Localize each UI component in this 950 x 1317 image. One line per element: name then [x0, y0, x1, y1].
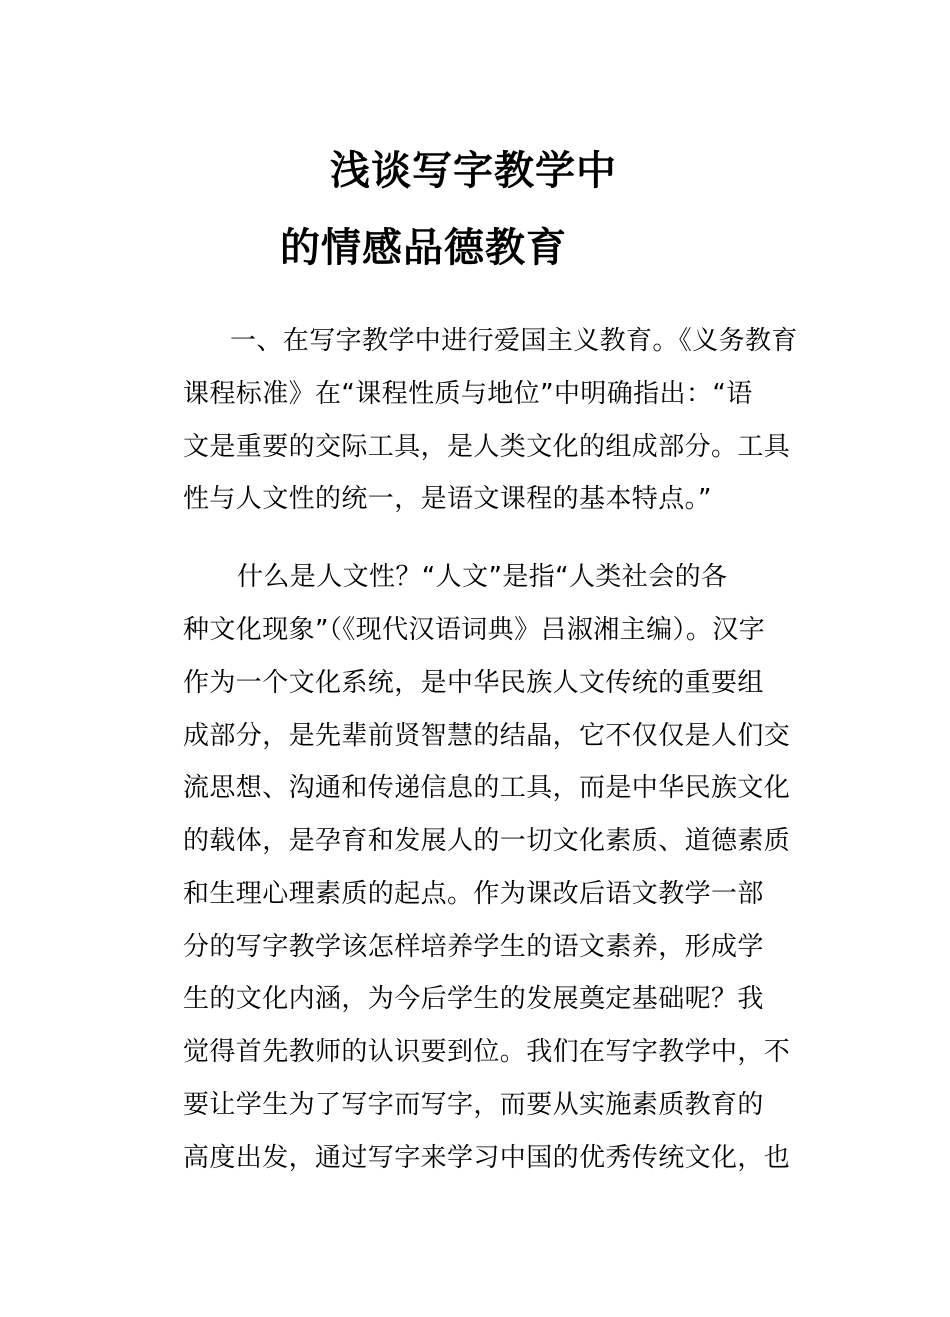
paragraph-2-line-10: 觉得首先教师的认识要到位。我们在写字教学中，不 [183, 1037, 791, 1067]
title-line-1: 浅谈写字教学中 [330, 148, 617, 194]
paragraph-1-line-3: 文是重要的交际工具，是人类文化的组成部分。工具 [183, 432, 791, 462]
paragraph-1-line-2: 课程标准》在“课程性质与地位”中明确指出：“语 [183, 379, 753, 409]
paragraph-1-line-4: 性与人文性的统一，是语文课程的基本特点。” [183, 484, 712, 514]
paragraph-2-line-1: 什么是人文性？“人文”是指“人类社会的各 [237, 562, 728, 592]
title-line-2: 的情感品德教育 [280, 225, 567, 271]
paragraph-2-line-2: 种文化现象”（《现代汉语词典》吕淑湘主编）。汉字 [183, 615, 766, 645]
paragraph-2-line-3: 作为一个文化系统，是中华民族人文传统的重要组 [183, 668, 764, 698]
paragraph-1-line-1: 一、在写字教学中进行爱国主义教育。《义务教育 [230, 326, 798, 356]
paragraph-2-line-4: 成部分，是先辈前贤智慧的结晶，它不仅仅是人们交 [183, 721, 791, 751]
paragraph-2-line-11: 要让学生为了写字而写字，而要从实施素质教育的 [183, 1090, 764, 1120]
paragraph-2-line-12: 高度出发，通过写字来学习中国的优秀传统文化，也 [183, 1143, 791, 1173]
paragraph-2-line-8: 分的写字教学该怎样培养学生的语文素养，形成学 [183, 932, 764, 962]
paragraph-2-line-5: 流思想、沟通和传递信息的工具，而是中华民族文化 [183, 773, 791, 803]
paragraph-2-line-9: 生的文化内涵，为今后学生的发展奠定基础呢？我 [183, 984, 764, 1014]
paragraph-2-line-7: 和生理心理素质的起点。作为课改后语文教学一部 [183, 879, 764, 909]
paragraph-2-line-6: 的载体，是孕育和发展人的一切文化素质、道德素质 [183, 826, 791, 856]
